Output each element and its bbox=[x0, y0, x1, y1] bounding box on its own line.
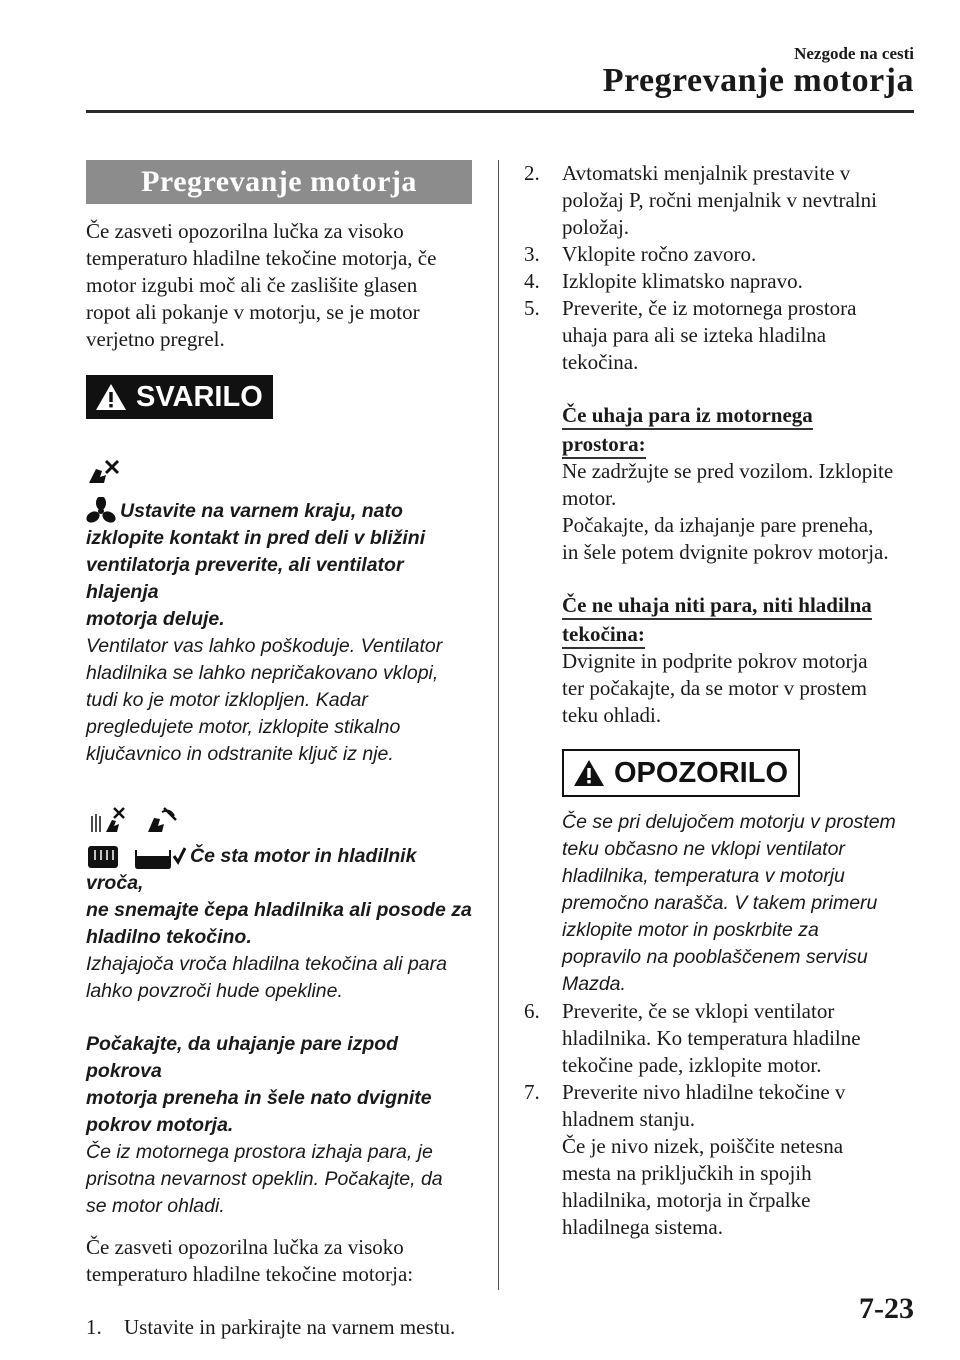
warning-triangle-icon bbox=[94, 382, 128, 412]
list-item: 2. Avtomatski menjalnik prestavite v položaj P, ročni menjalnik v nevtralni položaj. bbox=[524, 161, 877, 239]
page-number: 7-23 bbox=[859, 1292, 914, 1325]
danger-badge: SVARILO bbox=[86, 375, 273, 419]
no-hand-icon bbox=[86, 457, 120, 487]
right-column bbox=[524, 160, 924, 1241]
radiator-icon bbox=[86, 842, 122, 870]
intro-paragraph: Če zasveti opozorilna lučka za visoko temperaturo hladilne tekočine motorja, če motor izgubi moč ali če zaslišite glasen ropot ali pokanje v motorju, se je motor verjetno pregrel. bbox=[86, 219, 437, 351]
section-title: Pregrevanje motorja bbox=[86, 160, 472, 204]
no-cap-icon bbox=[140, 806, 180, 836]
left-column bbox=[86, 160, 472, 1341]
steps-list-right bbox=[524, 160, 924, 376]
case-steam: Če uhaja para iz motornega prostora: Ne zadržujte se pred vozilom. Izklopite motor. Počakajte, da izhajanje pare preneha, in šele potem dvignite pokrov motorja. bbox=[562, 403, 894, 564]
fan-icon bbox=[86, 497, 116, 525]
list-item: 7. Preverite nivo hladilne tekočine v hladnem stanju. Če je nivo nizek, poiščite netesna mesta na priključkih in spojih hladilnika, motorja in črpalke hladilnega sistema. bbox=[524, 1080, 846, 1239]
warning-hot-radiator: Če sta motor in hladilnik vroča, ne snemajte čepa hladilnika ali posode za hladilno tekočino. Izhajajoča vroča hladilna tekočina ali para lahko povzroči hude opekline. bbox=[86, 806, 472, 1005]
header-title: Pregrevanje motorja bbox=[602, 62, 914, 99]
caution-badge: OPOZORILO bbox=[562, 749, 800, 797]
header-rule bbox=[86, 110, 914, 113]
case-no-steam: Če ne uhaja niti para, niti hladilna tekočina: Dvignite in podprite pokrov motorja ter počakajte, da se motor v prostem teku ohladi. bbox=[562, 593, 872, 727]
warning-steam: Počakajte, da uhajanje pare izpod pokrova motorja preneha in šele nato dvignite pokrov motorja. Če iz motornega prostora izhaja para, je prisotna nevarnost opeklin. Počakajte, da se motor ohladi. bbox=[86, 1033, 443, 1217]
list-item: 5. Preverite, če iz motornega prostora uhaja para ali se izteka hladilna tekočina. bbox=[524, 296, 857, 374]
warning-fan: Ustavite na varnem kraju, nato izklopite kontakt in pred deli v bližini ventilatorja preverite, ali ventilator hlajenja motorja deluje. Ventilator vas lahko poškoduje. Ventilator hladilnika se lahko nepričakovano vklopi, tudi ko je motor izklopljen. Kadar pregledujete motor, izklopite stikalno ključavnico in odstranite ključ iz nje. bbox=[86, 457, 472, 768]
warning-triangle-icon bbox=[572, 758, 606, 788]
column-divider bbox=[498, 160, 499, 1290]
caution-text: Če se pri delujočem motorju v prostem teku občasno ne vklopi ventilator hladilnika, temperatura v motorju premočno narašča. V takem primeru izklopite motor in poskrbite za popravilo na pooblaščenem servisu Mazda. bbox=[562, 811, 896, 995]
hot-radiator-icon bbox=[86, 806, 126, 836]
coolant-tank-icon bbox=[134, 842, 186, 870]
list-item: 6. Preverite, če se vklopi ventilator hladilnika. Ko temperatura hladilne tekočine pade, izklopite motor. bbox=[524, 999, 861, 1077]
steps-list-right-2 bbox=[524, 998, 924, 1241]
list-item: 3. Vklopite ročno zavoro. bbox=[524, 242, 757, 266]
list-item: 1. Ustavite in parkirajte na varnem mestu. bbox=[86, 1315, 456, 1339]
lead-in-paragraph: Če zasveti opozorilna lučka za visoko temperaturo hladilne tekočine motorja: bbox=[86, 1235, 414, 1286]
list-item: 4. Izklopite klimatsko napravo. bbox=[524, 269, 803, 293]
steps-list-left bbox=[86, 1314, 472, 1341]
header-chapter: Nezgode na cesti bbox=[794, 44, 914, 63]
